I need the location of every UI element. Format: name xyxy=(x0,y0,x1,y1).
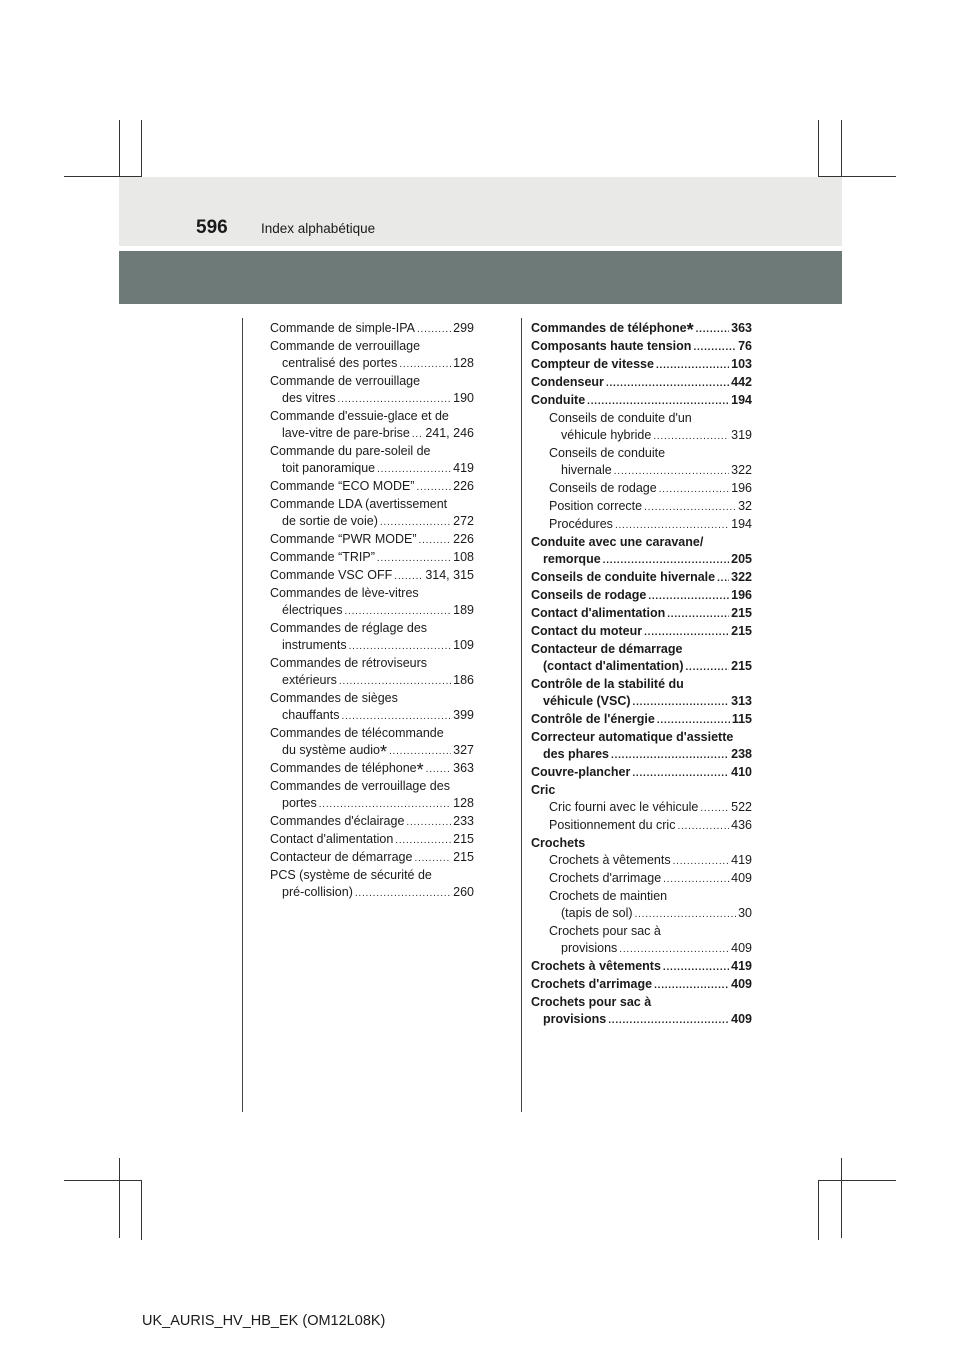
index-entry-label: instruments xyxy=(282,638,347,652)
crop-mark xyxy=(818,1180,896,1181)
index-entry-label: Commande du pare-soleil de xyxy=(270,444,431,458)
index-entry-page: 363 xyxy=(453,761,474,775)
index-entry-page: 215 xyxy=(453,832,474,846)
index-entry-page: 226 xyxy=(453,532,474,546)
leader-dots xyxy=(338,390,452,408)
leader-dots xyxy=(419,531,452,549)
index-entry xyxy=(270,725,474,742)
index-entry-label: Commande de verrouillage xyxy=(270,339,421,353)
index-entry-label: hivernale xyxy=(561,463,612,477)
index-entry xyxy=(531,835,752,852)
index-entry-page: 215 xyxy=(731,606,752,620)
index-entry-label: chauffants xyxy=(282,708,340,722)
index-entry-page: 409 xyxy=(731,941,752,955)
index-entry xyxy=(531,782,752,799)
index-entry-label: Crochets à vêtements xyxy=(549,853,671,867)
leader-dots xyxy=(416,478,451,496)
index-entry-label: Position correcte xyxy=(549,499,643,513)
index-entry xyxy=(531,746,752,764)
index-entry-page: 215 xyxy=(453,850,474,864)
leader-dots xyxy=(406,813,451,831)
index-entry-label: Contact du moteur xyxy=(531,624,643,638)
leader-dots xyxy=(611,746,729,764)
index-entry xyxy=(531,676,752,693)
index-entry-label: Commandes de verrouillage des xyxy=(270,779,450,793)
index-entry-label: provisions xyxy=(561,941,618,955)
leader-dots xyxy=(657,711,730,729)
index-entry xyxy=(270,813,474,831)
index-entry xyxy=(531,693,752,711)
index-entry-label: Conseils de conduite d'un xyxy=(549,411,692,425)
index-entry xyxy=(531,958,752,976)
index-entry xyxy=(531,551,752,569)
index-entry xyxy=(270,567,474,585)
leader-dots xyxy=(414,849,451,867)
index-entry-page: 233 xyxy=(453,814,474,828)
index-entry-page: 241, 246 xyxy=(425,426,474,440)
index-entry xyxy=(270,831,474,849)
index-entry-page: 196 xyxy=(731,481,752,495)
leader-dots xyxy=(412,425,423,443)
index-entry-page: 322 xyxy=(731,463,752,477)
index-entry-label: Commandes de télécommande xyxy=(270,726,444,740)
index-entry xyxy=(531,817,752,835)
index-entry-label: des vitres xyxy=(282,391,336,405)
index-entry-page: 322 xyxy=(731,570,752,584)
index-entry-label: Crochets à vêtements xyxy=(531,959,661,973)
index-entry-label: toit panoramique xyxy=(282,461,376,475)
index-entry xyxy=(531,658,752,676)
index-entry-page: 32 xyxy=(738,499,752,513)
index-entry-page: 522 xyxy=(731,800,752,814)
index-entry xyxy=(531,641,752,658)
index-entry-label: Procédures xyxy=(549,517,613,531)
index-entry-label: Crochets d'arrimage xyxy=(531,977,653,991)
index-entry-label: Commandes de sièges xyxy=(270,691,398,705)
index-entry-page: 238 xyxy=(731,747,752,761)
index-entry xyxy=(270,849,474,867)
leader-dots xyxy=(663,958,729,976)
index-entry-page: 409 xyxy=(731,977,752,991)
index-entry-page: 189 xyxy=(453,603,474,617)
index-entry xyxy=(531,338,752,356)
index-entry xyxy=(270,513,474,531)
index-entry-page: 186 xyxy=(453,673,474,687)
crop-mark xyxy=(818,1180,819,1240)
leader-dots xyxy=(659,480,729,498)
index-entry-label: Commande “PWR MODE” xyxy=(270,532,417,546)
index-entry-label: Crochets pour sac à xyxy=(531,995,652,1009)
index-entry-page: 194 xyxy=(731,393,752,407)
index-entry-label: Commande d'essuie-glace et de xyxy=(270,409,449,423)
index-entry-label: remorque xyxy=(543,552,601,566)
leader-dots xyxy=(648,587,729,605)
index-entry xyxy=(531,711,752,729)
index-entry-label: centralisé des portes xyxy=(282,356,398,370)
leader-dots xyxy=(417,320,451,338)
index-entry-label: Contrôle de la stabilité du xyxy=(531,677,684,691)
index-entry xyxy=(270,478,474,496)
index-entry xyxy=(270,373,474,390)
leader-dots xyxy=(606,374,729,392)
page-number: 596 xyxy=(196,217,228,238)
index-entry-page: 419 xyxy=(731,959,752,973)
index-entry xyxy=(531,1011,752,1029)
index-entry-page: 190 xyxy=(453,391,474,405)
index-entry-page: 194 xyxy=(731,517,752,531)
index-entry-label: Crochets xyxy=(531,836,586,850)
index-column-right xyxy=(531,320,752,1029)
leader-dots xyxy=(654,976,729,994)
leader-dots xyxy=(608,1011,729,1029)
index-entry-label: Commande de simple-IPA xyxy=(270,321,415,335)
leader-dots xyxy=(673,852,730,870)
leader-dots xyxy=(615,516,729,534)
index-entry xyxy=(270,408,474,425)
index-entry-page: 109 xyxy=(453,638,474,652)
index-entry-page: 363 xyxy=(731,321,752,335)
leader-dots xyxy=(587,392,729,410)
leader-dots xyxy=(377,549,451,567)
crop-mark xyxy=(119,1158,120,1238)
leader-dots xyxy=(319,795,451,813)
index-entry-label: du système audio xyxy=(282,743,380,757)
index-entry xyxy=(270,884,474,902)
index-entry xyxy=(270,585,474,602)
leader-dots xyxy=(344,602,451,620)
leader-dots xyxy=(633,693,730,711)
index-entry-label: Crochets pour sac à xyxy=(549,924,661,938)
index-entry-label: Contacteur de démarrage xyxy=(270,850,413,864)
index-entry-label: Commande de verrouillage xyxy=(270,374,421,388)
index-entry-label: Contacteur de démarrage xyxy=(531,642,683,656)
index-entry xyxy=(531,569,752,587)
index-entry xyxy=(531,605,752,623)
index-entry xyxy=(270,795,474,813)
index-entry xyxy=(270,549,474,567)
leader-dots xyxy=(614,462,729,480)
leader-dots xyxy=(380,513,451,531)
index-entry: Commandes de téléphone * . . . 363 xyxy=(531,320,752,338)
leader-dots xyxy=(395,831,451,849)
index-entry-label: provisions xyxy=(543,1012,607,1026)
leader-dots xyxy=(339,672,451,690)
index-entry-label: Commande “ECO MODE” xyxy=(270,479,415,493)
index-entry xyxy=(531,976,752,994)
leader-dots xyxy=(389,742,451,760)
index-entry-label: lave-vitre de pare-brise xyxy=(282,426,410,440)
index-entry xyxy=(270,320,474,338)
leader-dots xyxy=(693,338,736,356)
index-entry-page: 442 xyxy=(731,375,752,389)
index-entry xyxy=(531,729,752,746)
leader-dots xyxy=(653,427,729,445)
index-entry-page: 205 xyxy=(731,552,752,566)
index-entry xyxy=(531,356,752,374)
index-entry xyxy=(531,799,752,817)
column-rule-middle xyxy=(521,318,522,1112)
index-entry-label: Conseils de conduite hivernale xyxy=(531,570,716,584)
index-entry-label: Crochets d'arrimage xyxy=(549,871,662,885)
index-entry-page: 272 xyxy=(453,514,474,528)
leader-dots xyxy=(644,498,736,516)
index-entry-page: 30 xyxy=(738,906,752,920)
index-entry-label: Commandes de réglage des xyxy=(270,621,428,635)
leader-dots xyxy=(677,817,729,835)
leader-dots xyxy=(663,870,729,888)
index-entry-label: Positionnement du cric xyxy=(549,818,676,832)
index-entry xyxy=(270,672,474,690)
crop-mark xyxy=(141,1180,142,1240)
index-entry-label: Composants haute tension xyxy=(531,339,692,353)
index-entry xyxy=(270,355,474,373)
index-entry xyxy=(531,940,752,958)
leader-dots xyxy=(667,605,729,623)
index-entry-label: Contact d'alimentation xyxy=(270,832,394,846)
index-entry-page: 226 xyxy=(453,479,474,493)
index-entry-label: Conduite xyxy=(531,393,586,407)
index-entry xyxy=(531,623,752,641)
index-entry-page: 260 xyxy=(453,885,474,899)
index-entry xyxy=(531,374,752,392)
document-code: UK_AURIS_HV_HB_EK (OM12L08K) xyxy=(142,1313,386,1329)
index-entry xyxy=(531,587,752,605)
index-entry xyxy=(531,445,752,462)
index-entry-label: PCS (système de sécurité de xyxy=(270,868,432,882)
column-rule-left xyxy=(242,318,243,1112)
index-entry-label: Conseils de rodage xyxy=(549,481,657,495)
index-entry: Commandes de téléphone * . . . 363 xyxy=(270,760,474,778)
index-entry-page: 419 xyxy=(731,853,752,867)
leader-dots xyxy=(349,637,452,655)
index-entry-page: 215 xyxy=(731,659,752,673)
leader-dots xyxy=(399,355,451,373)
index-entry xyxy=(270,602,474,620)
leader-dots xyxy=(635,905,737,923)
index-entry xyxy=(531,427,752,445)
index-entry-page: 215 xyxy=(731,624,752,638)
index-entry xyxy=(270,460,474,478)
index-entry xyxy=(531,905,752,923)
index-entry-label: Compteur de vitesse xyxy=(531,357,654,371)
index-entry-label: Contrôle de l'énergie xyxy=(531,712,655,726)
index-entry-label: portes xyxy=(282,796,317,810)
index-entry xyxy=(270,390,474,408)
index-entry xyxy=(270,620,474,637)
index-entry-label: véhicule hybride xyxy=(561,428,652,442)
index-entry xyxy=(270,867,474,884)
index-entry-label: Commande VSC OFF xyxy=(270,568,393,582)
index-entry xyxy=(270,425,474,443)
index-entry-label: extérieurs xyxy=(282,673,337,687)
index-entry-label: (contact d'alimentation) xyxy=(543,659,684,673)
crop-mark xyxy=(841,1158,842,1238)
index-entry xyxy=(270,443,474,460)
index-entry-label: pré-collision) xyxy=(282,885,353,899)
index-entry-label: Commandes de rétroviseurs xyxy=(270,656,428,670)
index-entry xyxy=(531,498,752,516)
index-entry xyxy=(270,637,474,655)
index-entry-page: 196 xyxy=(731,588,752,602)
leader-dots xyxy=(341,707,451,725)
index-entry-page: 115 xyxy=(731,712,752,726)
leader-dots xyxy=(717,569,729,587)
index-entry-label: Commande “TRIP” xyxy=(270,550,375,564)
index-entry-label: Condenseur xyxy=(531,375,604,389)
index-entry-label: véhicule (VSC) xyxy=(543,694,631,708)
index-entry-label: Commande LDA (avertissement xyxy=(270,497,448,511)
index-entry xyxy=(270,690,474,707)
index-entry-label: Commandes de téléphone xyxy=(531,321,687,335)
index-entry-label: Cric xyxy=(531,783,556,797)
index-entry-label: Couvre-plancher xyxy=(531,765,631,779)
index-entry-page: 399 xyxy=(453,708,474,722)
index-entry xyxy=(270,531,474,549)
leader-dots xyxy=(377,460,451,478)
leader-dots xyxy=(656,356,729,374)
index-entry xyxy=(531,923,752,940)
index-entry: du système audio * . . . 327 xyxy=(270,742,474,760)
leader-dots xyxy=(700,799,729,817)
index-entry xyxy=(270,707,474,725)
leader-dots xyxy=(619,940,729,958)
index-entry-page: 299 xyxy=(453,321,474,335)
leader-dots xyxy=(355,884,451,902)
index-entry-label: Correcteur automatique d'assiette xyxy=(531,730,734,744)
crop-mark xyxy=(64,1180,142,1181)
index-entry-page: 314, 315 xyxy=(425,568,474,582)
index-entry-page: 327 xyxy=(453,743,474,757)
index-entry xyxy=(270,338,474,355)
index-entry-label: Crochets de maintien xyxy=(549,889,668,903)
index-entry xyxy=(270,496,474,513)
index-entry xyxy=(531,534,752,551)
index-entry-label: Commandes de téléphone xyxy=(270,761,417,775)
index-entry xyxy=(531,462,752,480)
index-entry-page: 319 xyxy=(731,428,752,442)
index-entry xyxy=(531,516,752,534)
index-entry xyxy=(531,870,752,888)
index-entry-label: électriques xyxy=(282,603,343,617)
index-entry-label: (tapis de sol) xyxy=(561,906,633,920)
index-entry-page: 128 xyxy=(453,356,474,370)
index-entry-page: 436 xyxy=(731,818,752,832)
index-entry-label: Cric fourni avec le véhicule xyxy=(549,800,699,814)
section-title: Index alphabétique xyxy=(261,221,376,236)
index-entry xyxy=(531,852,752,870)
index-entry-page: 108 xyxy=(453,550,474,564)
index-entry xyxy=(531,888,752,905)
index-entry xyxy=(531,764,752,782)
index-entry-page: 313 xyxy=(731,694,752,708)
index-entry xyxy=(531,410,752,427)
leader-dots xyxy=(632,764,729,782)
index-column-left xyxy=(270,320,474,902)
leader-dots xyxy=(685,658,729,676)
leader-dots xyxy=(394,567,423,585)
index-entry-page: 76 xyxy=(738,339,752,353)
index-entry-label: Commandes d'éclairage xyxy=(270,814,405,828)
leader-dots xyxy=(426,760,452,778)
index-entry-label: des phares xyxy=(543,747,610,761)
index-entry xyxy=(531,480,752,498)
leader-dots xyxy=(696,320,730,338)
index-entry xyxy=(270,778,474,795)
index-entry-page: 409 xyxy=(731,1012,752,1026)
leader-dots xyxy=(644,623,729,641)
index-entry-page: 128 xyxy=(453,796,474,810)
index-entry-label: Conseils de rodage xyxy=(531,588,647,602)
header-bar xyxy=(119,251,842,304)
index-entry xyxy=(531,994,752,1011)
index-entry xyxy=(270,655,474,672)
index-entry xyxy=(531,392,752,410)
index-entry-label: de sortie de voie) xyxy=(282,514,378,528)
index-entry-label: Commandes de lève-vitres xyxy=(270,586,419,600)
index-entry-label: Contact d'alimentation xyxy=(531,606,666,620)
index-entry-page: 410 xyxy=(731,765,752,779)
index-entry-page: 103 xyxy=(731,357,752,371)
leader-dots xyxy=(603,551,729,569)
index-entry-page: 419 xyxy=(453,461,474,475)
index-entry-label: Conduite avec une caravane/ xyxy=(531,535,704,549)
index-entry-label: Conseils de conduite xyxy=(549,446,666,460)
index-entry-page: 409 xyxy=(731,871,752,885)
